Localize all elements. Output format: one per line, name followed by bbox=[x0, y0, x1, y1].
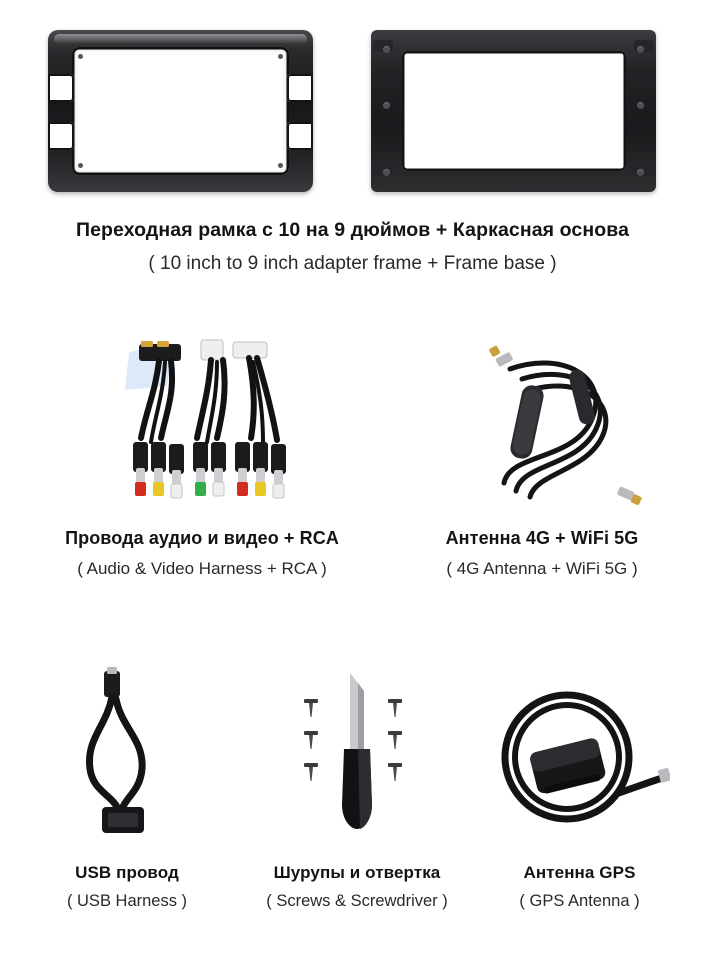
4g-antenna-icon bbox=[470, 333, 660, 523]
caption-ru: Антенна 4G + WiFi 5G bbox=[445, 528, 639, 548]
frame-screw bbox=[278, 54, 283, 59]
caption-antenna-4g-wifi bbox=[392, 527, 692, 580]
frame-screw bbox=[78, 54, 83, 59]
frame-notch bbox=[287, 122, 313, 150]
frame-notch bbox=[287, 74, 313, 102]
caption-ru: USB провод bbox=[75, 863, 179, 882]
matte-frame-base-icon bbox=[371, 30, 656, 192]
sma-connector-icon bbox=[617, 486, 643, 506]
gps-antenna-icon bbox=[495, 685, 670, 845]
gps-antenna-art bbox=[495, 685, 670, 845]
frame-notch bbox=[48, 122, 74, 150]
antenna-art bbox=[470, 333, 660, 523]
frame-bolt bbox=[383, 46, 390, 53]
caption-en: ( 4G Antenna + WiFi 5G ) bbox=[446, 559, 638, 579]
caption-ru: Шурупы и отвертка bbox=[273, 863, 441, 882]
caption-audio-video-harness bbox=[12, 527, 392, 580]
caption-en: ( Audio & Video Harness + RCA ) bbox=[77, 559, 327, 579]
frame-notch bbox=[48, 74, 74, 102]
frame-screw bbox=[78, 163, 83, 168]
glossy-adapter-frame-icon bbox=[48, 30, 313, 192]
wiring-harness-art bbox=[105, 338, 315, 523]
caption-gps-antenna bbox=[472, 862, 687, 913]
caption-en: ( GPS Antenna ) bbox=[519, 892, 640, 911]
caption-ru: Переходная рамка с 10 на 9 дюймов + Каркасная основа bbox=[75, 219, 630, 241]
frame-bolt bbox=[637, 46, 644, 53]
screwdriver-screws-art bbox=[300, 665, 410, 840]
frame-bolt bbox=[637, 102, 644, 109]
caption-en: ( Screws & Screwdriver ) bbox=[266, 892, 448, 911]
caption-en: ( 10 inch to 9 inch adapter frame + Frame base ) bbox=[148, 253, 557, 275]
matte-frame-base-art bbox=[371, 30, 656, 192]
frame-bolt bbox=[383, 169, 390, 176]
frame-bolt bbox=[383, 102, 390, 109]
caption-usb-harness bbox=[22, 862, 232, 913]
frame-screw bbox=[278, 163, 283, 168]
caption-ru: Провода аудио и видео + RCA bbox=[65, 528, 339, 548]
sma-connector-icon bbox=[489, 345, 514, 367]
caption-en: ( USB Harness ) bbox=[66, 892, 188, 911]
wiring-harness-icon bbox=[105, 338, 315, 523]
usb-cable-icon bbox=[60, 665, 210, 840]
caption-screws-screwdriver bbox=[232, 862, 482, 913]
caption-ru: Антенна GPS bbox=[523, 863, 636, 882]
rca-connectors-icon bbox=[133, 442, 286, 498]
caption-adapter-frame bbox=[0, 218, 705, 277]
usb-cable-art bbox=[60, 665, 210, 840]
frame-bolt bbox=[637, 169, 644, 176]
frame-gloss-highlight bbox=[54, 34, 307, 44]
glossy-adapter-frame-art bbox=[48, 30, 313, 192]
screwdriver-icon bbox=[300, 665, 410, 840]
